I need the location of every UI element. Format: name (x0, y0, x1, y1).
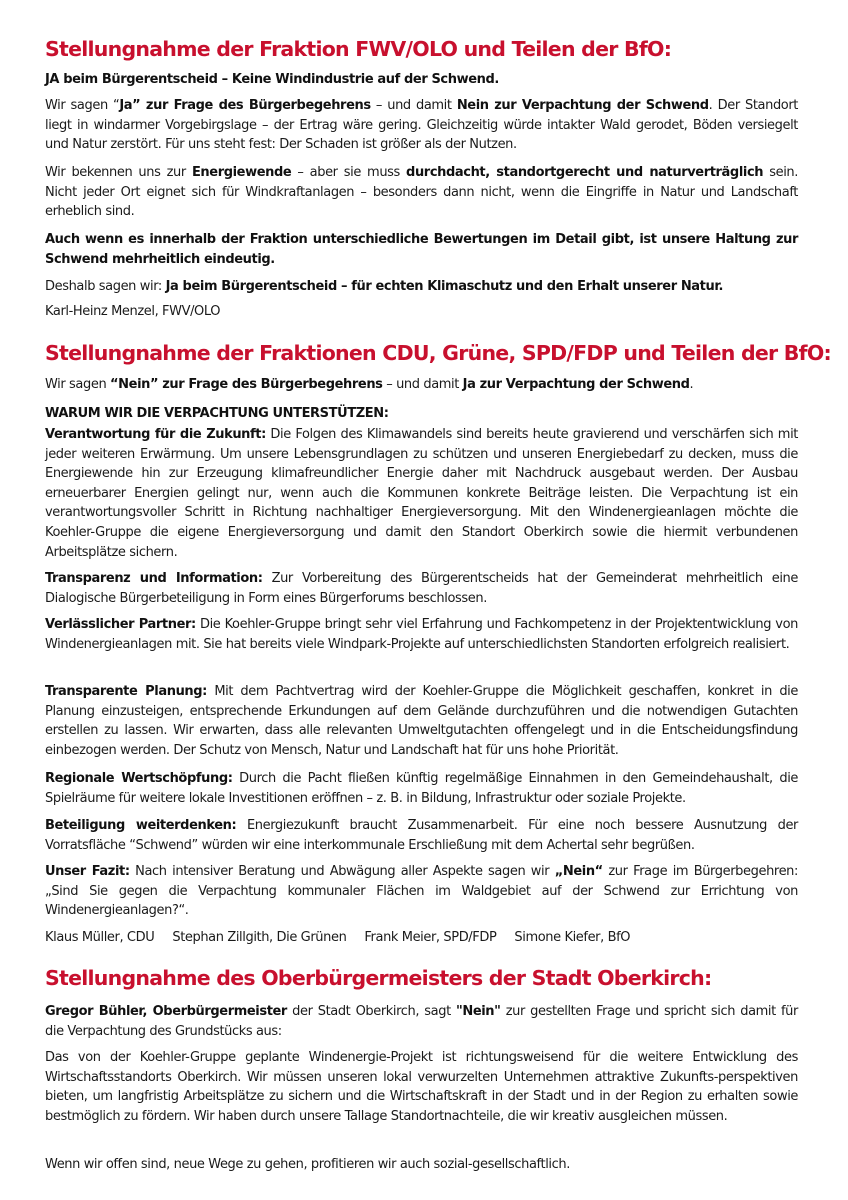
signature-spd-fdp: Frank Meier, SPD/FDP (364, 930, 497, 945)
section3-heading: Stellungnahme des Oberbürgermeisters der Stadt Oberkirch: (45, 966, 712, 990)
signature-cdu: Klaus Müller, CDU (45, 930, 155, 945)
section3-paragraph-1: Gregor Bühler, Oberbürgermeister der Stadt Oberkirch, sagt "Nein" zur gestellten Frage und spricht sich damit für die Verpachtung des Grundstücks aus: (45, 1004, 798, 1039)
section2-subhead: WARUM WIR DIE VERPACHTUNG UNTERSTÜTZEN: (45, 406, 389, 421)
section1-paragraph-2: Wir bekennen uns zur Energiewende – aber sie muss durchdacht, standortgerecht und naturverträglich sein. Nicht jeder Ort eignet sich für Windkraftanlagen – besonders dann nicht, wenn die Eingriffe in Natur und Landschaft erheblich sind. (45, 165, 798, 220)
section2-intro: Wir sagen “Nein” zur Frage des Bürgerbegehrens – und damit Ja zur Verpachtung der Schwend. (45, 377, 694, 392)
section2-signatures (45, 928, 798, 948)
section1-heading: Stellungnahme der Fraktion FWV/OLO und Teilen der BfO: (45, 37, 672, 61)
signature-gruene: Stephan Zillgith, Die Grünen (172, 930, 347, 945)
section2-item-transparenz: Transparenz und Information: Zur Vorbereitung des Bürgerentscheids hat der Gemeinderat mehrheitlich eine Dialogische Bürgerbeteiligung in Form eines Bürgerforums beschlossen. (45, 571, 798, 606)
section2-item-partner: Verlässlicher Partner: Die Koehler-Gruppe bringt sehr viel Erfahrung und Fachkompetenz in der Projektentwicklung von Windenergieanlagen mit. Sie hat bereits viele Windpark-Projekte auf unterschiedlichsten Standorten erfolgreich realisiert. (45, 617, 798, 652)
section2-item-wertschoepfung: Regionale Wertschöpfung: Durch die Pacht fließen künftig regelmäßige Einnahmen in den Gemeindehaushalt, die Spielräume für weitere lokale Investitionen eröffnen – z. B. in Bildung, Infrastruktur oder soziale Projekte. (45, 771, 798, 806)
section3-paragraph-2: Das von der Koehler-Gruppe geplante Windenergie-Projekt ist richtungsweisend für die weitere Entwicklung des Wirtschaftsstandorts Oberkirch. Wir müssen unseren lokal verwurzelten Unternehmen attraktive Zukunfts-perspektiven bieten, um langfristig Arbeitsplätze zu sichern und die Wirtschaftskraft in der Stadt und in der Region zu erhalten sowie bestmöglich zu fördern. Wir haben durch unsere Tallage Standortnachteile, die wir kreativ ausgleichen müssen. (45, 1050, 798, 1124)
section1-signature: Karl-Heinz Menzel, FWV/OLO (45, 304, 221, 319)
section2-item-verantwortung: Verantwortung für die Zukunft: Die Folgen des Klimawandels sind bereits heute gravierend und verschärfen sich mit jeder weiteren Erwärmung. Um unsere Lebensgrundlagen zu schützen und unseren Energiebedarf zu decken, muss die Energiewende hin zur Erzeugung klimafreundlicher Energie daher mit Nachdruck ausgebaut werden. Der Ausbau erneuerbarer Energien gelingt nur, wenn auch die Kommunen konkrete Beiträge leisten. Die Verpachtung ist ein verantwortungsvoller Schritt in Richtung nachhaltiger Energieversorgung. Mit den Windenergieanlagen möchte die Koehler-Gruppe die eigene Energieversorgung und damit den Standort Oberkirch sowie die hiermit verbundenen Arbeitsplätze sichern. (45, 427, 798, 560)
section2-item-beteiligung: Beteiligung weiterdenken: Energiezukunft braucht Zusammenarbeit. Für eine noch bessere Ausnutzung der Vorratsfläche “Schwend” würden wir eine interkommunale Erschließung mit dem Achertal sehr begrüßen. (45, 818, 798, 853)
section1-paragraph-3: Auch wenn es innerhalb der Fraktion unterschiedliche Bewertungen im Detail gibt, ist unsere Haltung zur Schwend mehrheitlich eindeutig. (45, 232, 798, 267)
signature-bfo: Simone Kiefer, BfO (514, 930, 631, 945)
section2-heading: Stellungnahme der Fraktionen CDU, Grüne, SPD/FDP und Teilen der BfO: (45, 341, 831, 365)
section1-lead: JA beim Bürgerentscheid – Keine Windindustrie auf der Schwend. (45, 72, 499, 87)
section2-item-planung: Transparente Planung: Mit dem Pachtvertrag wird der Koehler-Gruppe die Möglichkeit geschaffen, konkret in die Planung einzusteigen, entsprechende Erkundungen auf dem Gelände durchzuführen und die notwendigen Gutachten erstellen zu lassen. Wir erwarten, dass alle relevanten Umweltgutachten offengelegt und in die Entscheidungsfindung einbezogen werden. Der Schutz von Mensch, Natur und Landschaft hat für uns hohe Priorität. (45, 684, 798, 758)
section1-paragraph-4: Deshalb sagen wir: Ja beim Bürgerentscheid – für echten Klimaschutz und den Erhalt unserer Natur. (45, 279, 724, 294)
section1-paragraph-1: Wir sagen “Ja” zur Frage des Bürgerbegehrens – und damit Nein zur Verpachtung der Schwend. Der Standort liegt in windarmer Vorgebirgslage – der Ertrag wäre gering. Gleichzeitig würde intakter Wald gerodet, Böden versiegelt und Natur zerstört. Für uns steht fest: Der Schaden ist größer als der Nutzen. (45, 98, 799, 153)
section2-fazit: Unser Fazit: Nach intensiver Beratung und Abwägung aller Aspekte sagen wir „Nein“ zur Frage im Bürgerbegehren: „Sind Sie gegen die Verpachtung kommunaler Flächen im Waldgebiet auf der Schwend zur Errichtung von Windenergieanlagen?“. (45, 864, 798, 919)
section3-paragraph-3: Wenn wir offen sind, neue Wege zu gehen, profitieren wir auch sozial-gesellschaftlich. (45, 1157, 570, 1172)
